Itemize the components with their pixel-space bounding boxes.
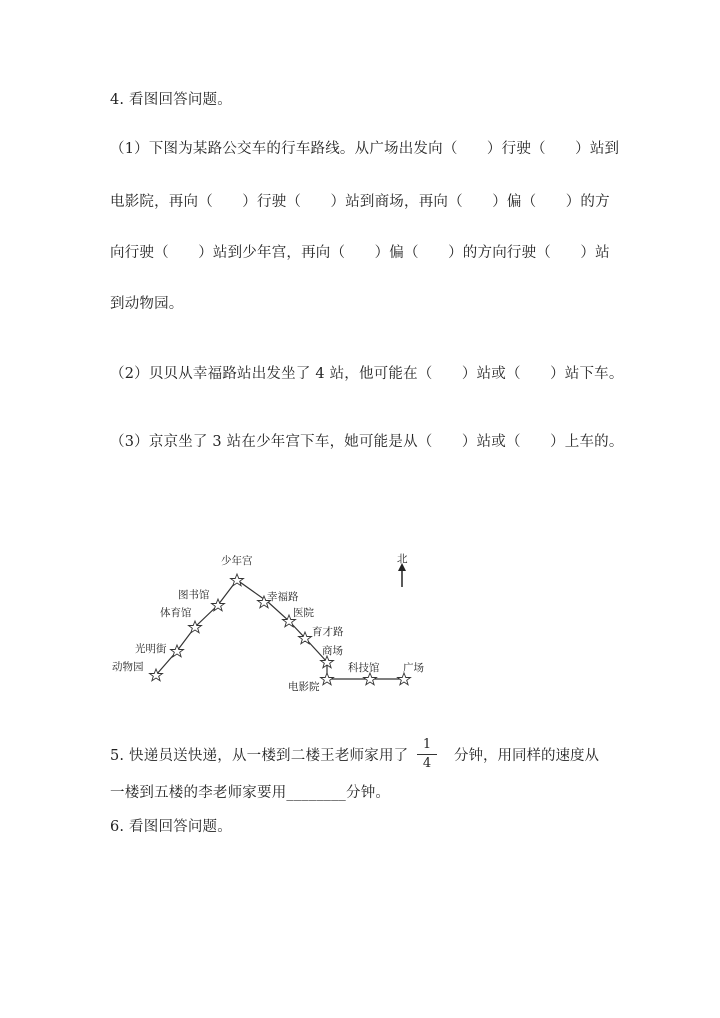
north-arrow-icon — [398, 563, 406, 587]
station-star-icon — [231, 574, 244, 586]
question-4-part1-line1: （1）下图为某路公交车的行车路线。从广场出发向（ ）行驶（ ）站到 — [110, 141, 620, 157]
station-star-icon — [398, 673, 411, 685]
question-5-line1: 5. 快递员送快递，从一楼到二楼王老师家用了 — [110, 748, 409, 764]
fraction-denominator: 4 — [422, 756, 432, 771]
station-label-tiyuguan: 体育馆 — [160, 607, 192, 619]
station-star-icon — [321, 673, 334, 685]
question-4-part1-line3: 向行驶（ ）站到少年宫，再向（ ）偏（ ）的方向行驶（ ）站 — [110, 245, 610, 261]
fraction-bar — [417, 754, 437, 755]
north-label: 北 — [397, 553, 408, 565]
station-star-icon — [150, 669, 163, 681]
station-label-yiyuan: 医院 — [293, 607, 314, 619]
station-label-guangchang: 广场 — [403, 662, 424, 674]
question-6-title: 6. 看图回答问题。 — [110, 819, 232, 835]
station-star-icon — [171, 645, 184, 657]
station-label-shangchang: 商场 — [322, 645, 343, 657]
question-4-title: 4. 看图回答问题。 — [110, 92, 232, 108]
fraction-one-quarter — [417, 738, 437, 771]
station-label-kejiguan: 科技馆 — [348, 662, 380, 674]
station-label-shaoniangong: 少年宫 — [221, 555, 253, 567]
station-label-dongwuyuan: 动物园 — [112, 661, 144, 673]
station-label-yucailu: 育才路 — [312, 626, 344, 638]
station-star-icon — [364, 673, 377, 685]
question-4-part1-line4: 到动物园。 — [110, 296, 184, 312]
question-5-line1-tail: 分钟，用同样的速度从 — [454, 748, 599, 764]
station-label-tushuguan: 图书馆 — [178, 589, 210, 601]
station-label-xingfulu: 幸福路 — [267, 591, 299, 603]
station-label-dianyingyuan: 电影院 — [288, 681, 320, 693]
bus-route-map — [108, 545, 438, 695]
question-4-part1-line2: 电影院，再向（ ）行驶（ ）站到商场，再向（ ）偏（ ）的方 — [110, 194, 610, 210]
question-5-line2: 一楼到五楼的李老师家要用________分钟。 — [110, 785, 391, 801]
fraction-numerator: 1 — [422, 737, 432, 752]
question-4-part2: （2）贝贝从幸福路站出发坐了 4 站，他可能在（ ）站或（ ）站下车。 — [110, 366, 624, 382]
question-4-part3: （3）京京坐了 3 站在少年宫下车，她可能是从（ ）站或（ ）上车的。 — [110, 434, 624, 450]
station-label-guangmingjie: 光明街 — [135, 643, 167, 655]
